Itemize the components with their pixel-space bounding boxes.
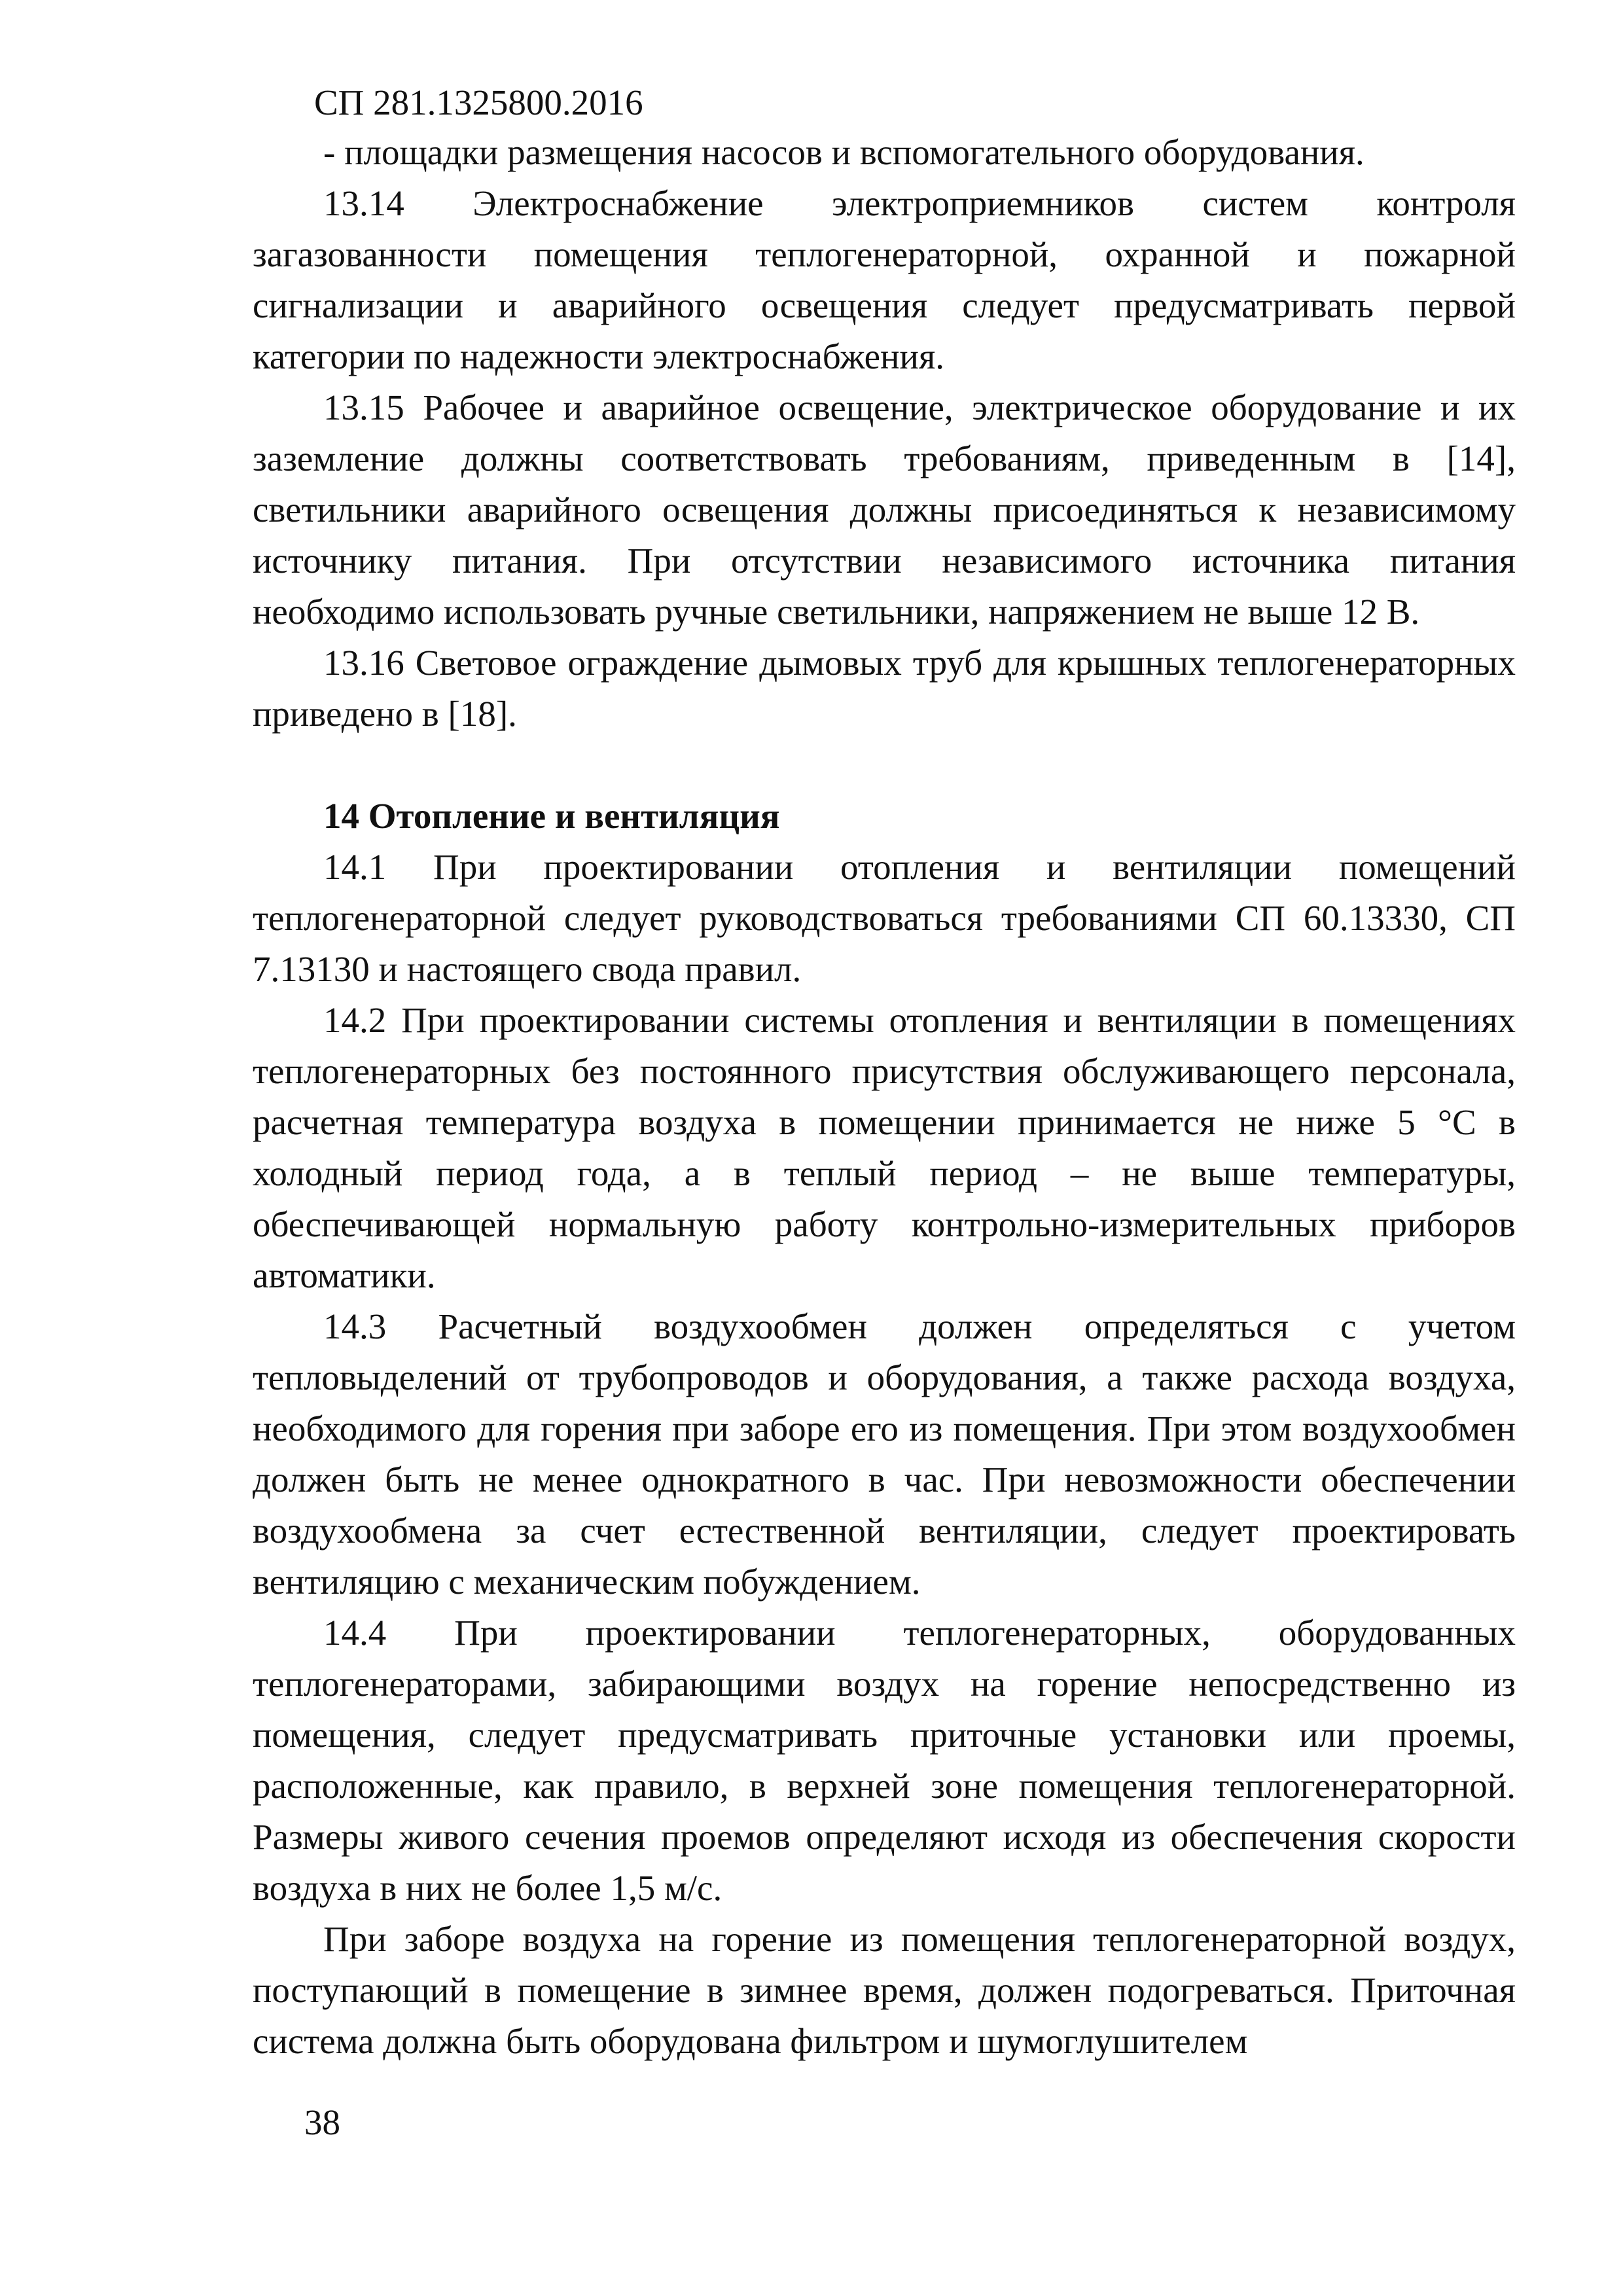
paragraph-list-item: - площадки размещения насосов и вспомогательного оборудования.	[323, 132, 1364, 172]
page-content	[253, 127, 1516, 2067]
paragraph-13-15: 13.15 Рабочее и аварийное освещение, электрическое оборудование и их заземление должны соответствовать требованиям, приведенным в [14], светильники аварийного освещения должны присоединяться к независимому источнику питания. При отсутствии независимого источника питания необходимо использовать ручные светильники, напряжением не выше 12 В.	[253, 387, 1516, 632]
document-code: СП 281.1325800.2016	[314, 82, 643, 122]
paragraph-13-14: 13.14 Электроснабжение электроприемников систем контроля загазованности помещения теплогенераторной, охранной и пожарной сигнализации и аварийного освещения следует предусматривать первой категории по надежности электроснабжения.	[253, 183, 1516, 376]
paragraph-14-3: 14.3 Расчетный воздухообмен должен определяться с учетом тепловыделений от трубопроводов и оборудования, а также расхода воздуха, необходимого для горения при заборе его из помещения. При этом воздухообмен должен быть не менее однократного в час. При невозможности обеспечении воздухообмена за счет естественной вентиляции, следует проектировать вентиляцию с механическим побуждением.	[253, 1306, 1516, 1602]
paragraph-14-1: 14.1 При проектировании отопления и вентиляции помещений теплогенераторной следует руководствоваться требованиями СП 60.13330, СП 7.13130 и настоящего свода правил.	[253, 847, 1516, 989]
page-number: 38	[304, 2102, 340, 2142]
paragraph-14-4: 14.4 При проектировании теплогенераторных, оборудованных теплогенераторами, забирающими воздух на горение непосредственно из помещения, следует предусматривать приточные установки или проемы, расположенные, как правило, в верхней зоне помещения теплогенераторной. Размеры живого сечения проемов определяют исходя из обеспечения скорости воздуха в них не более 1,5 м/с.	[253, 1613, 1516, 1908]
paragraph-14-4-continued: При заборе воздуха на горение из помещения теплогенераторной воздух, поступающий в помещение в зимнее время, должен подогреваться. Приточная система должна быть оборудована фильтром и шумоглушителем	[253, 1919, 1516, 2061]
paragraph-14-2: 14.2 При проектировании системы отопления и вентиляции в помещениях теплогенераторных без постоянного присутствия обслуживающего персонала, расчетная температура воздуха в помещении принимается не ниже 5 °С в холодный период года, а в теплый период – не выше температуры, обеспечивающей нормальную работу контрольно-измерительных приборов автоматики.	[253, 1000, 1516, 1295]
section-heading: 14 Отопление и вентиляция	[323, 796, 780, 836]
paragraph-13-16: 13.16 Световое ограждение дымовых труб для крышных теплогенераторных приведено в [18].	[253, 643, 1516, 734]
